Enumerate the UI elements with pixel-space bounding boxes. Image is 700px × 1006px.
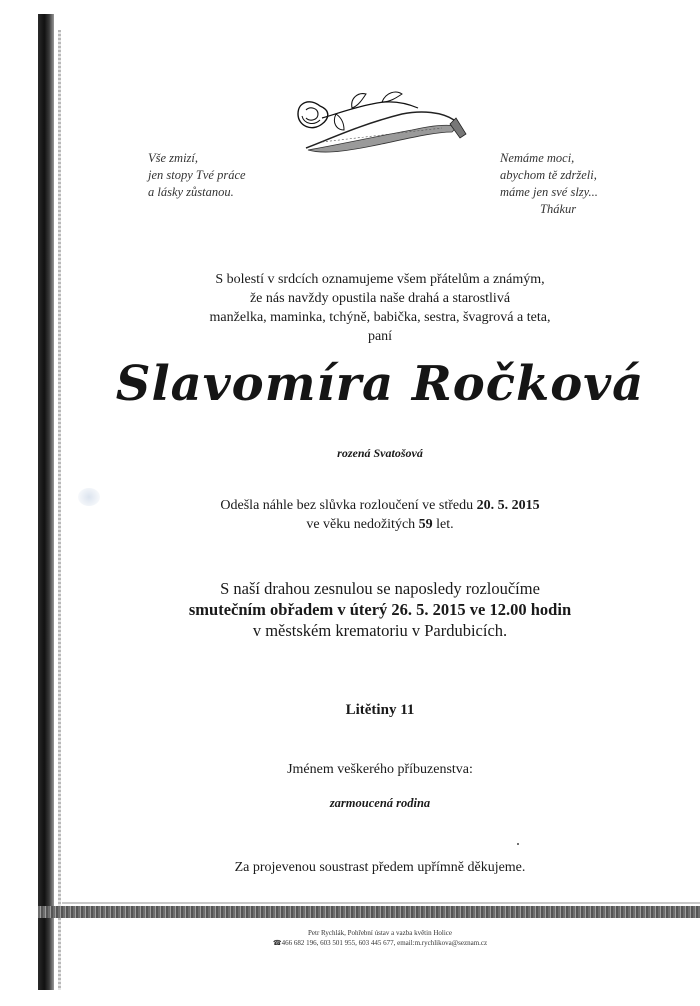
ceremony-date-time: smutečním obřadem v úterý 26. 5. 2015 ve 12.00 hodin [188,600,572,619]
footer-contacts: 466 682 196, 603 501 955, 603 445 677, email:m.rychlikova@seznam.cz [281,939,488,947]
maiden-name: rozená Svatošová [337,446,423,460]
quote-left: Vše zmizí, jen stopy Tvé práce a lásky zůstanou. [148,151,246,199]
family-signature: zarmoucená rodina [329,796,431,810]
print-speck [517,843,519,845]
passing-line-2-text: ve věku nedožitých [306,517,419,532]
footer-line-1: Petr Rychlák, Pohřební ústav a vazba květin Holice [308,929,452,937]
quote-right-lines: Nemáme moci, abychom tě zdrželi, máme jen své slzy... [500,151,598,199]
rose-illustration [292,84,472,160]
passing-date: 20. 5. 2015 [476,498,540,513]
phone-icon: ☎ [272,939,282,947]
quote-author: Thákur [540,202,577,216]
funeral-home-footer [60,928,700,948]
on-behalf-text: Jménem veškerého příbuzenstva: [287,762,473,777]
thanks-text: Za projevenou soustrast předem upřímně děkujeme. [234,860,526,875]
passing-line-2 [60,515,700,534]
ceremony-line-1: S naší drahou zesnulou se naposledy rozloučíme [220,579,540,598]
passing-line-1 [60,496,700,515]
announcement-text: S bolestí v srdcích oznamujeme všem přátelům a známým, že nás navždy opustila naše drahá a starostlivá manželka, maminka, tchýně, babička, sestra, švagrová a teta, paní [209,272,551,344]
home-address: Litětiny 11 [345,702,415,718]
passing-details [60,496,700,534]
black-border-left [38,14,54,990]
passing-line-1-text: Odešla náhle bez slůvka rozloučení ve středu [220,498,477,513]
quote-right [500,150,630,218]
ceremony-details [60,578,700,641]
scan-speck [78,488,100,506]
ceremony-line-2 [60,599,700,620]
passing-line-2-suffix: let. [432,517,454,532]
passing-age: 59 [418,517,433,532]
footer-line-2 [60,938,700,948]
ceremony-line-3: v městském krematoriu v Pardubicích. [252,621,508,640]
deceased-name: Slavomíra Ročková [115,356,645,412]
gray-border-bottom [38,906,700,918]
border-bottom-thin-line [62,902,700,904]
